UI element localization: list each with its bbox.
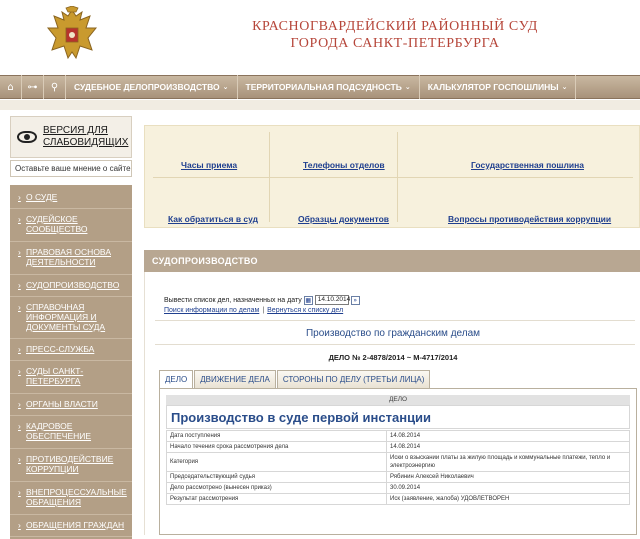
low-vision-link[interactable] bbox=[43, 125, 128, 149]
date-input[interactable]: 14.10.2014 bbox=[315, 295, 349, 305]
sidebar-item-label: СУДОПРОИЗВОДСТВО bbox=[26, 280, 120, 290]
home-icon[interactable]: ⌂ bbox=[0, 75, 22, 99]
divider bbox=[155, 344, 635, 345]
table-row bbox=[167, 453, 630, 472]
row-key: Категория bbox=[167, 453, 387, 472]
case-links-row bbox=[164, 307, 343, 314]
nav-item-label: СУДЕБНОЕ ДЕЛОПРОИЗВОДСТВО bbox=[74, 82, 220, 92]
sidebar-item-label: ОБРАЩЕНИЯ ГРАЖДАН bbox=[26, 520, 125, 530]
quicklink-state-fee[interactable]: Государственная пошлина bbox=[471, 160, 584, 170]
calendar-icon[interactable]: ▦ bbox=[305, 296, 312, 304]
nav-item-label: ТЕРРИТОРИАЛЬНАЯ ПОДСУДНОСТЬ bbox=[245, 82, 402, 92]
link-separator: | bbox=[262, 307, 265, 314]
eye-icon bbox=[17, 130, 37, 144]
case-info-table bbox=[166, 430, 630, 505]
table-row bbox=[167, 472, 630, 483]
chevron-down-icon: ⌄ bbox=[404, 83, 411, 91]
sidebar-item-legal-basis[interactable]: › ПРАВОВАЯ ОСНОВА ДЕЯТЕЛЬНОСТИ bbox=[10, 242, 132, 275]
nav-item-label: КАЛЬКУЛЯТОР ГОСПОШЛИНЫ bbox=[427, 82, 559, 92]
row-key: Начало течения срока рассмотрения дела bbox=[167, 442, 387, 453]
search-icon[interactable]: ⚲ bbox=[44, 75, 66, 99]
row-key: Дело рассмотрено (вынесен приказ) bbox=[167, 483, 387, 494]
sidebar-item-spb-courts[interactable]: › СУДЫ САНКТ-ПЕТЕРБУРГА bbox=[10, 361, 132, 394]
low-vision-label-2: СЛАБОВИДЯЩИХ bbox=[43, 137, 129, 148]
feedback-link[interactable]: Оставьте ваше мнение о сайте bbox=[10, 160, 132, 177]
sidebar-item-about[interactable]: › О СУДЕ bbox=[10, 187, 132, 209]
tab-parties[interactable]: СТОРОНЫ ПО ДЕЛУ (ТРЕТЬИ ЛИЦА) bbox=[277, 370, 430, 388]
sidebar-item-anticorruption[interactable]: › ПРОТИВОДЕЙСТВИЕ КОРРУПЦИИ bbox=[10, 449, 132, 482]
sidebar-item-authorities[interactable]: › ОРГАНЫ ВЛАСТИ bbox=[10, 394, 132, 416]
nav-judicial-records[interactable] bbox=[66, 75, 238, 99]
divider bbox=[155, 320, 635, 321]
court-title bbox=[160, 18, 630, 52]
sidebar-item-press[interactable]: › ПРЕСС-СЛУЖБА bbox=[10, 339, 132, 361]
low-vision-version-button[interactable] bbox=[10, 116, 132, 158]
coat-of-arms-icon bbox=[46, 6, 98, 68]
low-vision-label-1: ВЕРСИЯ ДЛЯ bbox=[43, 125, 108, 136]
sidebar-item-staffing[interactable]: › КАДРОВОЕ ОБЕСПЕЧЕНИЕ bbox=[10, 416, 132, 449]
nav-fee-calculator[interactable] bbox=[420, 75, 577, 99]
sidebar-item-judicial-community[interactable]: › СУДЕЙСКОЕ СООБЩЕСТВО bbox=[10, 209, 132, 242]
go-arrow-icon[interactable]: » bbox=[351, 296, 360, 305]
nav-territorial-jurisdiction[interactable] bbox=[238, 75, 420, 99]
quick-links-panel bbox=[144, 125, 640, 228]
case-search-link[interactable]: Поиск информации по делам bbox=[164, 307, 260, 314]
sidebar-item-label: ПРАВОВАЯ ОСНОВА ДЕЯТЕЛЬНОСТИ bbox=[26, 247, 111, 267]
row-value: 14.08.2014 bbox=[387, 431, 630, 442]
nav-underline-strip bbox=[0, 100, 640, 110]
sidebar-item-label: ВНЕПРОЦЕССУАЛЬНЫЕ ОБРАЩЕНИЯ bbox=[26, 487, 127, 507]
quicklink-department-phones[interactable]: Телефоны отделов bbox=[303, 160, 385, 170]
case-number: ДЕЛО № 2-4878/2014 ~ М-4717/2014 bbox=[328, 353, 458, 362]
chevron-down-icon: ⌄ bbox=[561, 83, 568, 91]
sidebar-item-extraprocedural[interactable]: › ВНЕПРОЦЕССУАЛЬНЫЕ ОБРАЩЕНИЯ bbox=[10, 482, 132, 515]
panel-header: ДЕЛО bbox=[166, 395, 630, 405]
tab-case[interactable]: ДЕЛО bbox=[159, 370, 193, 389]
sidebar-item-reference-info[interactable]: › СПРАВОЧНАЯ ИНФОРМАЦИЯ И ДОКУМЕНТЫ СУДА bbox=[10, 297, 132, 339]
row-value: Иск (заявление, жалоба) УДОВЛЕТВОРЕН bbox=[387, 494, 630, 505]
sidebar-item-label: СУДЕЙСКОЕ СООБЩЕСТВО bbox=[26, 214, 88, 234]
date-filter-label: Вывести список дел, назначенных на дату bbox=[164, 296, 302, 304]
row-key: Дата поступления bbox=[167, 431, 387, 442]
sidebar-item-label: ПРЕСС-СЛУЖБА bbox=[26, 344, 95, 354]
sidebar-item-citizen-appeals[interactable]: › ОБРАЩЕНИЯ ГРАЖДАН bbox=[10, 515, 132, 537]
court-title-line-1: КРАСНОГВАРДЕЙСКИЙ РАЙОННЫЙ СУД bbox=[252, 19, 538, 34]
case-tabs bbox=[159, 370, 431, 389]
main-content bbox=[144, 110, 640, 535]
court-title-line-2: ГОРОДА САНКТ-ПЕТЕРБУРГА bbox=[290, 36, 500, 51]
row-key: Результат рассмотрения bbox=[167, 494, 387, 505]
sidebar-item-proceedings[interactable]: › СУДОПРОИЗВОДСТВО bbox=[10, 275, 132, 297]
site-header bbox=[0, 0, 640, 75]
section-title: СУДОПРОИЗВОДСТВО bbox=[144, 250, 640, 272]
sidebar-item-label: ПРОТИВОДЕЙСТВИЕ КОРРУПЦИИ bbox=[26, 454, 114, 474]
sitemap-icon[interactable]: ⊶ bbox=[22, 75, 44, 99]
table-row bbox=[167, 494, 630, 505]
date-filter-row bbox=[164, 295, 360, 305]
chevron-down-icon: ⌄ bbox=[222, 83, 229, 91]
quicklink-anticorruption[interactable]: Вопросы противодействия коррупции bbox=[448, 214, 612, 224]
row-value: Иски о взыскании платы за жилую площадь и коммунальные платежи, тепло и электроэнергию bbox=[387, 453, 630, 472]
sidebar-item-label: СУДЫ САНКТ-ПЕТЕРБУРГА bbox=[26, 366, 84, 386]
table-row bbox=[167, 431, 630, 442]
sidebar-item-label: О СУДЕ bbox=[26, 192, 58, 202]
row-value: Рябинин Алексей Николаевич bbox=[387, 472, 630, 483]
row-value: 14.08.2014 bbox=[387, 442, 630, 453]
sidebar-item-label: ОРГАНЫ ВЛАСТИ bbox=[26, 399, 98, 409]
sidebar-item-label: КАДРОВОЕ ОБЕСПЕЧЕНИЕ bbox=[26, 421, 92, 441]
left-menu bbox=[10, 185, 132, 539]
divider bbox=[153, 177, 633, 178]
left-sidebar bbox=[0, 110, 140, 535]
top-navigation bbox=[0, 75, 640, 99]
tab-case-movement[interactable]: ДВИЖЕНИЕ ДЕЛА bbox=[194, 370, 276, 388]
quicklink-document-samples[interactable]: Образцы документов bbox=[298, 214, 390, 224]
quicklink-how-to-apply[interactable]: Как обратиться в суд bbox=[168, 214, 259, 224]
back-to-list-link[interactable]: Вернуться к списку дел bbox=[267, 307, 344, 314]
table-row bbox=[167, 442, 630, 453]
row-key: Председательствующий судья bbox=[167, 472, 387, 483]
proceedings-title: Производство по гражданским делам bbox=[305, 328, 481, 339]
quicklink-reception-hours[interactable]: Часы приема bbox=[181, 160, 238, 170]
sidebar-item-label: СПРАВОЧНАЯ ИНФОРМАЦИЯ И ДОКУМЕНТЫ СУДА bbox=[26, 302, 106, 332]
proceedings-content bbox=[144, 272, 640, 535]
table-row bbox=[167, 483, 630, 494]
panel-title: Производство в суде первой инстанции bbox=[166, 405, 630, 429]
case-details-panel bbox=[159, 388, 637, 535]
row-value: 30.09.2014 bbox=[387, 483, 630, 494]
